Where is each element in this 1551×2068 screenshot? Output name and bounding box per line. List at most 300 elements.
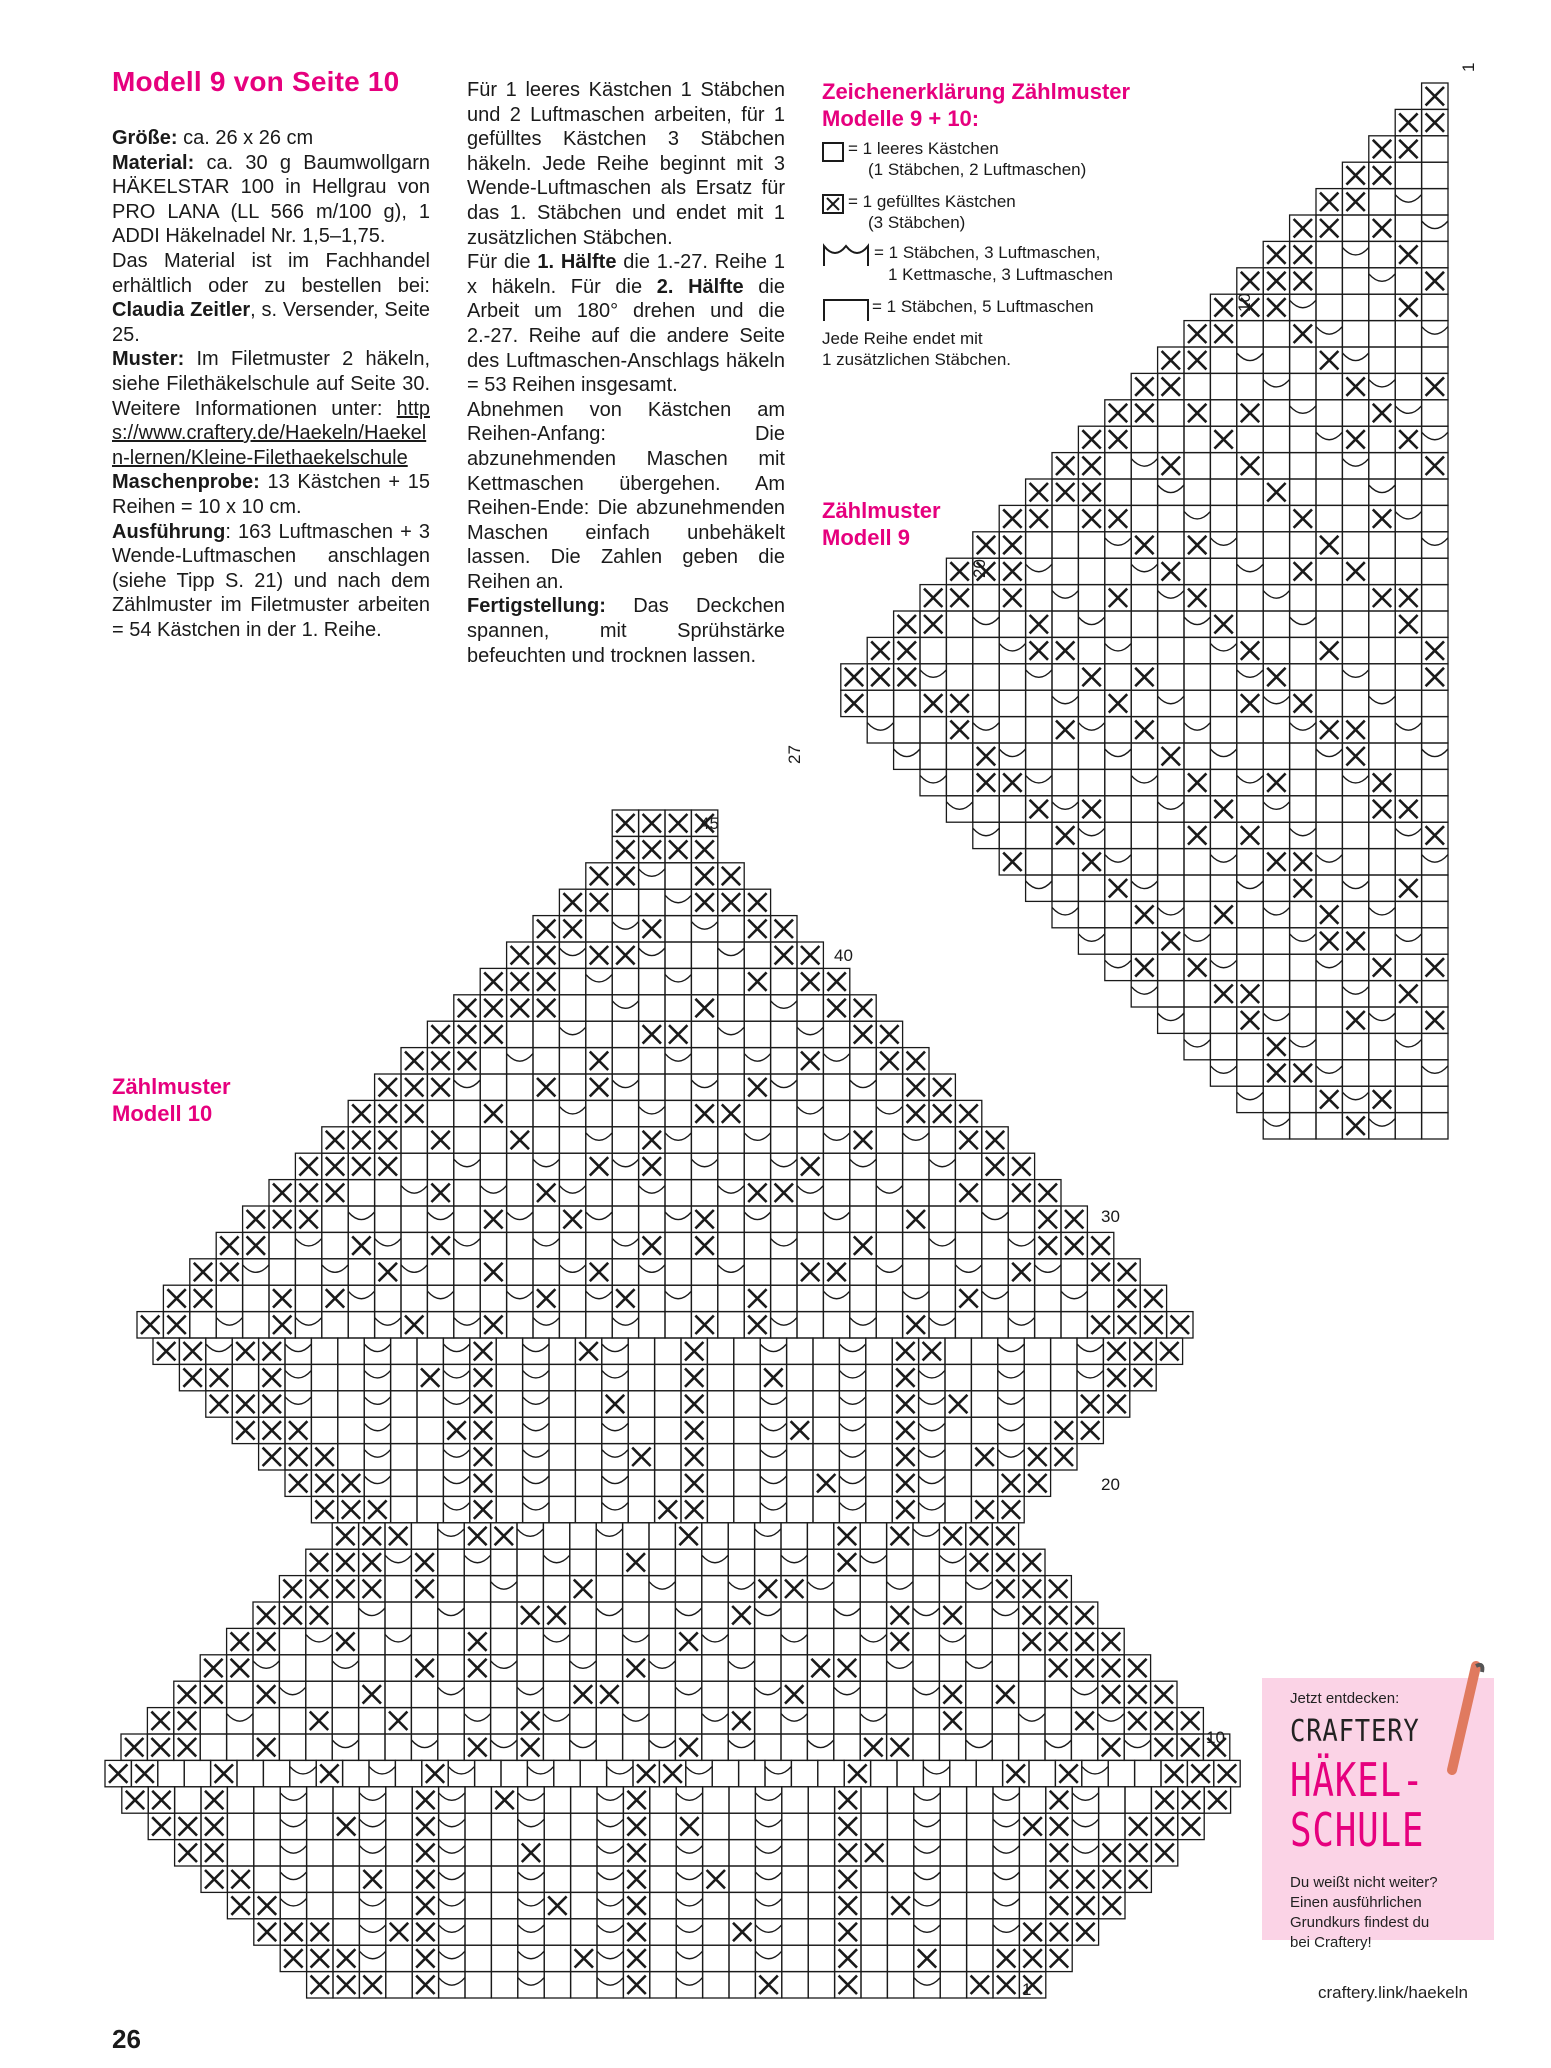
- legend-note-line2: 1 zusätzlichen Stäbchen.: [822, 350, 1012, 369]
- filled-cell: [845, 668, 863, 686]
- filled-cell: [627, 1817, 645, 1835]
- filled-cell: [263, 1395, 281, 1413]
- filled-cell: [759, 1580, 777, 1598]
- grid-cell: [307, 1892, 333, 1918]
- filled-cell: [405, 1316, 423, 1334]
- grid-cell: [1052, 558, 1078, 584]
- grid-cell: [1369, 1060, 1395, 1086]
- arch-cell: [649, 1661, 675, 1669]
- grid-cell: [703, 1972, 729, 1998]
- arch-cell: [1210, 855, 1236, 863]
- arch-cell: [998, 1370, 1024, 1378]
- filled-cell: [1128, 1659, 1146, 1677]
- grid-cell: [549, 1364, 575, 1390]
- filled-cell: [959, 1131, 977, 1149]
- arch-cell: [823, 1212, 849, 1220]
- grid-cell: [807, 1602, 833, 1628]
- arch-cell: [1237, 775, 1263, 783]
- grid-cell: [982, 1180, 1008, 1206]
- grid-cell: [295, 1259, 321, 1285]
- grid-cell: [571, 1787, 597, 1813]
- grid-cell: [1131, 796, 1157, 822]
- filled-cell: [695, 840, 713, 858]
- arch-cell: [364, 1423, 390, 1431]
- filled-cell: [1102, 1659, 1120, 1677]
- filled-cell: [379, 1078, 397, 1096]
- arch-cell: [718, 1186, 744, 1194]
- filled-cell: [126, 1791, 144, 1809]
- grid-cell: [744, 1153, 770, 1179]
- filled-cell: [1294, 245, 1312, 263]
- grid-cell: [544, 1813, 570, 1839]
- grid-cell: [734, 1338, 760, 1364]
- promo-link[interactable]: craftery.link/haekeln: [1318, 1983, 1468, 2002]
- grid-cell: [480, 1048, 506, 1074]
- grid-cell: [992, 1628, 1018, 1654]
- arch-cell: [914, 1925, 940, 1933]
- filled-cell: [1002, 1500, 1020, 1518]
- arch-cell: [612, 1001, 638, 1009]
- filled-cell: [284, 1923, 302, 1941]
- filled-cell: [263, 1368, 281, 1386]
- arch-cell: [823, 1054, 849, 1062]
- filled-cell: [590, 867, 608, 885]
- grid-cell: [982, 1232, 1008, 1258]
- filled-cell: [1191, 1764, 1209, 1782]
- arch-cell: [1342, 353, 1368, 361]
- filled-cell: [1030, 615, 1048, 633]
- grid-cell: [1422, 1086, 1448, 1112]
- grid-cell: [544, 1840, 570, 1866]
- grid-cell: [1131, 690, 1157, 716]
- grid-cell: [940, 1945, 966, 1971]
- arch-cell: [966, 1740, 992, 1748]
- arch-cell: [1369, 907, 1395, 915]
- filled-cell: [1109, 879, 1127, 897]
- filled-cell: [1188, 826, 1206, 844]
- grid-cell: [1395, 558, 1421, 584]
- filled-cell: [284, 1949, 302, 1967]
- grid-cell: [639, 889, 665, 915]
- grid-cell: [465, 1840, 491, 1866]
- filled-cell: [299, 1157, 317, 1175]
- grid-cell: [1263, 981, 1289, 1007]
- filled-cell: [1399, 589, 1417, 607]
- grid-cell: [982, 1259, 1008, 1285]
- filled-cell: [311, 1949, 329, 1967]
- grid-cell: [596, 1576, 622, 1602]
- filled-cell: [1373, 800, 1391, 818]
- grid-cell: [1237, 928, 1263, 954]
- grid-cell: [1210, 585, 1236, 611]
- grid-cell: [1422, 611, 1448, 637]
- grid-cell: [887, 1813, 913, 1839]
- filled-cell: [1346, 1011, 1364, 1029]
- filled-cell: [431, 1025, 449, 1043]
- grid-cell: [411, 1523, 437, 1549]
- arch-cell: [491, 1740, 517, 1748]
- grid-cell: [1263, 426, 1289, 452]
- grid-cell: [1210, 558, 1236, 584]
- filled-cell: [907, 1104, 925, 1122]
- grid-cell: [1052, 743, 1078, 769]
- chart9-row-label-27: 27: [785, 745, 804, 764]
- grid-cell: [612, 1127, 638, 1153]
- arch-cell: [448, 1766, 474, 1774]
- grid-cell: [808, 1840, 834, 1866]
- grid-cell: [438, 1549, 464, 1575]
- filled-cell: [416, 1791, 434, 1809]
- grid-cell: [1019, 1787, 1045, 1813]
- grid-cell: [728, 1523, 754, 1549]
- grid-cell: [1184, 875, 1210, 901]
- execution-text: : 163 Luftmaschen + 3 Wende-Luftmaschen anschlagen (siehe Tipp S. 21) und nach dem Zählmuster im Filetmuster arbeiten = 54 Kästchen in der 1. Reihe.: [112, 520, 430, 641]
- filled-cell: [898, 615, 916, 633]
- grid-cell: [544, 1972, 570, 1998]
- grid-cell: [1422, 928, 1448, 954]
- grid-cell: [707, 1444, 733, 1470]
- grid-cell: [386, 1892, 412, 1918]
- grid-cell: [1131, 743, 1157, 769]
- filled-cell: [289, 1474, 307, 1492]
- filled-cell: [1118, 1289, 1136, 1307]
- grid-cell: [612, 1021, 638, 1047]
- grid-cell: [850, 1180, 876, 1206]
- grid-cell: [417, 1417, 443, 1443]
- grid-cell: [1237, 901, 1263, 927]
- filled-cell: [336, 1632, 354, 1650]
- filled-cell: [1294, 219, 1312, 237]
- grid-cell: [650, 1866, 676, 1892]
- arch-cell: [914, 1846, 940, 1854]
- filled-cell: [950, 589, 968, 607]
- grid-cell: [639, 1074, 665, 1100]
- filled-cell: [643, 920, 661, 938]
- filled-cell: [468, 1632, 486, 1650]
- filled-cell: [775, 1184, 793, 1202]
- grid-cell: [707, 1417, 733, 1443]
- grid-cell: [491, 1945, 517, 1971]
- arch-cell: [464, 1555, 490, 1563]
- grid-cell: [391, 1417, 417, 1443]
- arch-cell: [596, 1608, 622, 1616]
- grid-cell: [1210, 769, 1236, 795]
- grid-cell: [1395, 1086, 1421, 1112]
- grid-cell: [575, 1391, 601, 1417]
- filled-cell: [311, 1976, 329, 1994]
- arch-cell: [771, 1080, 797, 1088]
- grid-cell: [665, 1259, 691, 1285]
- arch-cell: [1263, 696, 1289, 704]
- grid-cell: [559, 1048, 585, 1074]
- grid-cell: [702, 1655, 728, 1681]
- filled-cell: [898, 668, 916, 686]
- arch-cell: [998, 1423, 1024, 1431]
- grid-cell: [533, 1206, 559, 1232]
- arch-cell: [999, 749, 1025, 757]
- grid-cell: [1131, 479, 1157, 505]
- arch-cell: [1026, 670, 1052, 678]
- gauge-text: 13 Kästchen + 15 Reihen = 10 x 10 cm.: [112, 471, 430, 518]
- grid-cell: [338, 1444, 364, 1470]
- filled-cell: [943, 1712, 961, 1730]
- pattern-link[interactable]: https://www.craftery.de/Haekeln/Haekeln-lernen/Kleine-Filethaekelschule: [112, 397, 430, 469]
- grid-cell: [1342, 505, 1368, 531]
- grid-cell: [628, 1391, 654, 1417]
- arch-cell: [1290, 828, 1316, 836]
- arch-cell: [1369, 696, 1395, 704]
- filled-cell: [379, 1263, 397, 1281]
- arch-cell: [1105, 538, 1131, 546]
- grid-cell: [940, 1813, 966, 1839]
- grid-cell: [1158, 400, 1184, 426]
- grid-cell: [559, 995, 585, 1021]
- arch-cell: [649, 1740, 675, 1748]
- arch-cell: [919, 1450, 945, 1458]
- arch-cell: [676, 1898, 702, 1906]
- arch-cell: [602, 1423, 628, 1431]
- filled-cell: [606, 1395, 624, 1413]
- arch-cell: [533, 1318, 559, 1326]
- chart10-label-line2: Modell 10: [112, 1101, 213, 1126]
- filled-cell: [616, 840, 634, 858]
- grid-cell: [834, 1708, 860, 1734]
- arch-cell: [1342, 881, 1368, 889]
- filled-cell: [563, 1210, 581, 1228]
- grid-cell: [946, 611, 972, 637]
- grid-cell: [1184, 901, 1210, 927]
- filled-cell: [537, 1289, 555, 1307]
- arch-cell: [1422, 749, 1448, 757]
- grid-cell: [1263, 954, 1289, 980]
- grid-cell: [782, 1945, 808, 1971]
- arch-cell: [1158, 696, 1184, 704]
- filled-cell: [1049, 1580, 1067, 1598]
- grid-cell: [596, 1734, 622, 1760]
- grid-cell: [702, 1576, 728, 1602]
- arch-cell: [1342, 1092, 1368, 1100]
- arch-cell: [507, 1291, 533, 1299]
- arch-cell: [939, 1555, 965, 1563]
- grid-cell: [729, 1892, 755, 1918]
- promo-brand: CRAFTERY: [1290, 1714, 1420, 1749]
- arch-cell: [1184, 617, 1210, 625]
- grid-cell: [1019, 1892, 1045, 1918]
- arch-cell: [612, 1080, 638, 1088]
- grid-cell: [1263, 505, 1289, 531]
- filled-cell: [679, 1527, 697, 1545]
- filled-cell: [1267, 1037, 1285, 1055]
- grid-cell: [465, 1892, 491, 1918]
- filled-cell: [1003, 536, 1021, 554]
- arch-cell: [1082, 1766, 1108, 1774]
- grid-cell: [1395, 769, 1421, 795]
- arch-cell: [243, 1265, 269, 1273]
- filled-cell: [1162, 377, 1180, 395]
- grid-cell: [1422, 241, 1448, 267]
- filled-cell: [839, 1791, 857, 1809]
- grid-cell: [559, 1127, 585, 1153]
- filled-cell: [695, 1236, 713, 1254]
- grid-cell: [1290, 954, 1316, 980]
- arch-cell: [285, 1397, 311, 1405]
- filled-cell: [1091, 1263, 1109, 1281]
- filled-cell: [141, 1316, 159, 1334]
- grid-cell: [491, 1681, 517, 1707]
- arch-cell: [1131, 881, 1157, 889]
- arch-cell: [760, 1502, 786, 1510]
- grid-cell: [639, 1206, 665, 1232]
- filled-cell: [210, 1395, 228, 1413]
- grid-cell: [771, 1206, 797, 1232]
- grid-cell: [782, 1972, 808, 1998]
- filled-cell: [898, 641, 916, 659]
- grid-cell: [967, 1813, 993, 1839]
- filled-cell: [1107, 1342, 1125, 1360]
- grid-cell: [665, 1100, 691, 1126]
- filled-cell: [273, 1316, 291, 1334]
- grid-cell: [913, 1549, 939, 1575]
- grid-cell: [454, 1180, 480, 1206]
- grid-cell: [675, 1708, 701, 1734]
- filled-cell: [1346, 377, 1364, 395]
- filled-cell: [1055, 1448, 1073, 1466]
- arch-cell: [1077, 1344, 1103, 1352]
- filled-cell: [627, 1791, 645, 1809]
- grid-cell: [480, 1153, 506, 1179]
- grid-cell: [703, 1919, 729, 1945]
- chart9-label-line1: Zählmuster: [822, 498, 941, 523]
- grid-cell: [966, 1602, 992, 1628]
- grid-cell: [718, 1232, 744, 1258]
- grid-cell: [475, 1760, 501, 1786]
- grid-cell: [1395, 268, 1421, 294]
- filled-cell: [484, 1263, 502, 1281]
- filled-cell: [1056, 483, 1074, 501]
- arch-cell: [1008, 1318, 1034, 1326]
- grid-cell: [1422, 294, 1448, 320]
- grid-cell: [1369, 426, 1395, 452]
- grid-cell: [1369, 822, 1395, 848]
- grid-cell: [1052, 532, 1078, 558]
- grid-cell: [401, 1127, 427, 1153]
- arch-cell: [1316, 960, 1342, 968]
- chart9-label-line2: Modell 9: [822, 525, 911, 550]
- grid-cell: [496, 1391, 522, 1417]
- arch-cell: [1369, 485, 1395, 493]
- grid-cell: [834, 1576, 860, 1602]
- filled-cell: [135, 1764, 153, 1782]
- arch-cell: [1210, 749, 1236, 757]
- grid-cell: [1008, 1206, 1034, 1232]
- arch-cell: [285, 1370, 311, 1378]
- grid-cell: [628, 1417, 654, 1443]
- arch-cell: [781, 1714, 807, 1722]
- arch-cell: [639, 948, 665, 956]
- filled-cell: [1102, 1738, 1120, 1756]
- grid-cell: [1263, 1086, 1289, 1112]
- grid-cell: [1019, 1681, 1045, 1707]
- grid-cell: [517, 1655, 543, 1681]
- filled-cell: [1188, 325, 1206, 343]
- filled-cell: [537, 920, 555, 938]
- legend-note-line1: Jede Reihe endet mit: [822, 329, 983, 348]
- grid-cell: [385, 1655, 411, 1681]
- grid-cell: [391, 1496, 417, 1522]
- arch-cell: [839, 1502, 865, 1510]
- arch-cell: [1395, 406, 1421, 414]
- arch-cell: [1237, 564, 1263, 572]
- arch-cell: [1342, 247, 1368, 255]
- filled-cell: [416, 1844, 434, 1862]
- filled-cell: [827, 1263, 845, 1281]
- filled-cell: [1267, 1064, 1285, 1082]
- filled-cell: [1007, 1764, 1025, 1782]
- filled-cell: [1241, 641, 1259, 659]
- filled-cell: [977, 773, 995, 791]
- arch-cell: [602, 1344, 628, 1352]
- grid-cell: [1316, 241, 1342, 267]
- grid-cell: [834, 1628, 860, 1654]
- promo-box[interactable]: [1262, 1660, 1496, 1960]
- grid-cell: [655, 1364, 681, 1390]
- arch-cell: [718, 1027, 744, 1035]
- grid-cell: [702, 1602, 728, 1628]
- grid-cell: [254, 1813, 280, 1839]
- arch-cell: [903, 1133, 929, 1141]
- arch-cell: [1105, 643, 1131, 651]
- arch-cell: [570, 1661, 596, 1669]
- grid-cell: [1237, 373, 1263, 399]
- filled-cell: [167, 1316, 185, 1334]
- grid-cell: [1210, 453, 1236, 479]
- grid-cell: [1316, 373, 1342, 399]
- filled-cell: [896, 1342, 914, 1360]
- filled-cell: [320, 1764, 338, 1782]
- grid-cell: [1263, 611, 1289, 637]
- grid-cell: [1290, 1086, 1316, 1112]
- filled-cell: [258, 1896, 276, 1914]
- grid-cell: [1210, 1033, 1236, 1059]
- grid-cell: [359, 1655, 385, 1681]
- grid-cell: [850, 1259, 876, 1285]
- filled-cell: [447, 1421, 465, 1439]
- grid-cell: [850, 1048, 876, 1074]
- filled-cell: [1320, 641, 1338, 659]
- grid-cell: [1024, 1391, 1050, 1417]
- arch-cell: [597, 1925, 623, 1933]
- filled-cell: [722, 893, 740, 911]
- grid-cell: [507, 1074, 533, 1100]
- filled-cell: [839, 1923, 857, 1941]
- filled-cell: [310, 1553, 328, 1571]
- filled-cell: [511, 972, 529, 990]
- arch-cell: [543, 1555, 569, 1563]
- grid-cell: [554, 1760, 580, 1786]
- grid-cell: [464, 1681, 490, 1707]
- chart10-row-label-45: 45: [700, 814, 719, 833]
- arch-cell: [929, 1238, 955, 1246]
- filled-cell: [616, 1289, 634, 1307]
- grid-cell: [729, 1840, 755, 1866]
- grid-cell: [1131, 849, 1157, 875]
- arch-cell: [543, 1634, 569, 1642]
- arch-cell: [1237, 353, 1263, 361]
- filled-cell: [616, 946, 634, 964]
- arch-cell: [523, 1502, 549, 1510]
- grid-cell: [808, 1892, 834, 1918]
- grid-cell: [417, 1496, 443, 1522]
